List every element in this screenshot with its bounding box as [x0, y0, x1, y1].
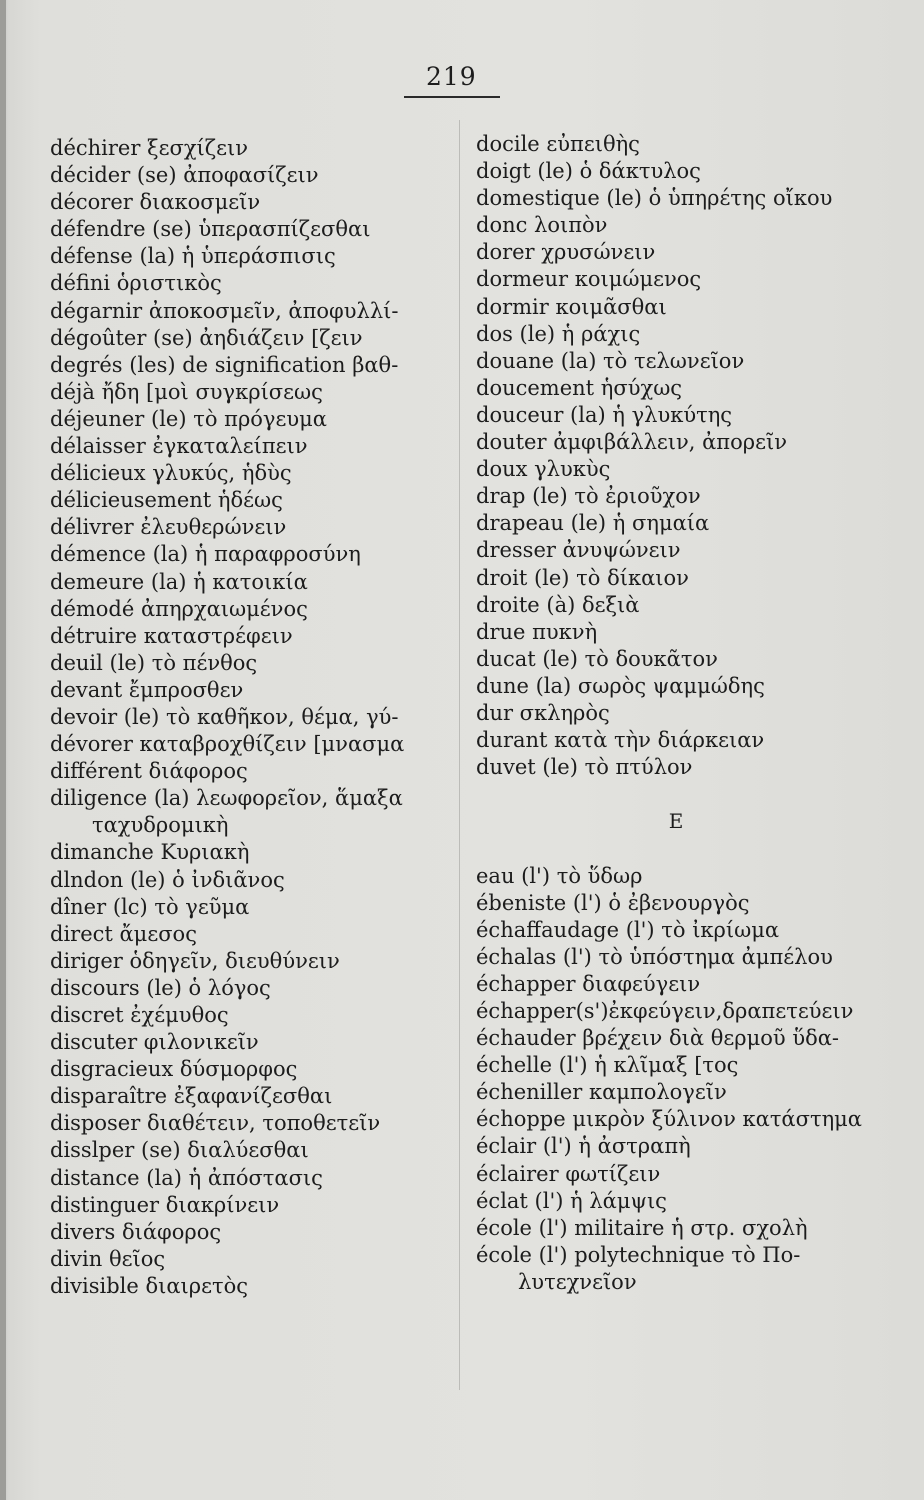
entry: dévorer καταβροχθίζειν [μνασμα: [50, 732, 405, 757]
entry: douane (la) τὸ τελωνεῖον: [476, 348, 745, 373]
entry: deuil (le) τὸ πένθος: [50, 650, 258, 675]
entry: décider (se) ἀποφασίζειν: [50, 163, 319, 188]
entry: divin θεῖος: [50, 1246, 166, 1271]
entry: drue πυκνὴ: [476, 619, 598, 644]
entry: domestique (le) ὁ ὑπηρέτης οἴκου: [476, 186, 833, 211]
entry: dur σκληρὸς: [476, 700, 610, 725]
entry: éclairer φωτίζειν: [476, 1161, 661, 1186]
entry: échalas (l') τὸ ὑπόστημα ἀμπέλου: [476, 944, 833, 969]
entry: dormir κοιμᾶσθαι: [476, 294, 667, 319]
entry: démence (la) ἡ παραφροσύνη: [50, 542, 361, 567]
entry: échelle (l') ἡ κλῖμαξ [τος: [476, 1053, 739, 1078]
entry: distinguer διακρίνειν: [50, 1192, 280, 1217]
page-binding-edge: [0, 0, 6, 1500]
entry: école (l') militaire ἡ στρ. σχολὴ: [476, 1215, 808, 1240]
entry: ébeniste (l') ὁ ἐβενουργὸς: [476, 890, 750, 915]
entry: distance (la) ἡ ἀπόστασις: [50, 1165, 323, 1190]
entry: défendre (se) ὑπερασπίζεσθαι: [50, 217, 371, 242]
entry: dorer χρυσώνειν: [476, 240, 656, 265]
entry: éclat (l') ἡ λάμψις: [476, 1188, 667, 1213]
entry: demeure (la) ἡ κατοικία: [50, 569, 308, 594]
entry-continuation: ταχυδρομικὴ: [92, 813, 229, 838]
entry: dresser ἀνυψώνειν: [476, 538, 681, 563]
entry: échauder βρέχειν διὰ θερμοῦ ὕδα-: [476, 1026, 840, 1051]
entry: dégoûter (se) ἀηδιάζειν [ζειν: [50, 325, 363, 350]
entry: drapeau (le) ἡ σημαία: [476, 511, 710, 536]
entry: délaisser ἐγκαταλείπειν: [50, 434, 308, 459]
entry: décorer διακοσμεῖν: [50, 190, 261, 215]
entry: devoir (le) τὸ καθῆκον, θέμα, γύ-: [50, 704, 399, 729]
entry: eau (l') τὸ ὕδωρ: [476, 863, 643, 888]
entry: déjà ἤδη [μοὶ συγκρίσεως: [50, 379, 323, 404]
entry: échaffaudage (l') τὸ ἰκρίωμα: [476, 917, 780, 942]
entry: dlndon (le) ὁ ἰνδιᾶνος: [50, 867, 285, 892]
entry: doux γλυκὺς: [476, 457, 611, 482]
entry: dune (la) σωρὸς ψαμμώδης: [476, 673, 765, 698]
entry: délicieusement ἡδέως: [50, 488, 283, 513]
entry: discours (le) ὁ λόγος: [50, 975, 271, 1000]
entry: dîner (lc) τὸ γεῦμα: [50, 894, 250, 919]
entry: éclair (l') ἡ ἀστραπὴ: [476, 1134, 691, 1159]
entry: déchirer ξεσχίζειν: [50, 136, 249, 160]
blank-line: [476, 781, 906, 808]
entry: ducat (le) τὸ δουκᾶτον: [476, 646, 718, 671]
page-number: 219: [426, 62, 477, 91]
entry: échapper(s')ἐκφεύγειν,δραπετεύειν: [476, 999, 854, 1023]
entry: drap (le) τὸ ἐριοῦχον: [476, 484, 701, 509]
entry: défini ὁριστικὸς: [50, 271, 222, 296]
column-divider: [459, 120, 460, 1390]
entry: divers διάφορος: [50, 1219, 222, 1244]
entry: différent διάφορος: [50, 759, 248, 784]
left-column: [50, 135, 450, 1300]
entry: droite (à) δεξιὰ: [476, 592, 640, 617]
entry: doucement ἡσύχως: [476, 375, 683, 400]
entry-continuation: λυτεχνεῖον: [518, 1269, 637, 1294]
entry: doigt (le) ὁ δάκτυλος: [476, 159, 701, 184]
entry: détruire καταστρέφειν: [50, 623, 293, 648]
entry: disslper (se) διαλύεσθαι: [50, 1138, 309, 1163]
section-letter-e: E: [668, 809, 684, 834]
entry: douter ἀμφιβάλλειν, ἀπορεῖν: [476, 430, 787, 455]
entry: disposer διαθέτειν, τοποθετεῖν: [50, 1111, 381, 1136]
entry: écheniller καμπολογεῖν: [476, 1080, 727, 1105]
entry: échapper διαφεύγειν: [476, 971, 701, 996]
entry: diligence (la) λεωφορεῖον, ἅμαξα: [50, 786, 403, 811]
entry: dégarnir ἀποκοσμεῖν, ἀποφυλλί-: [50, 298, 399, 323]
blank-line: [476, 835, 906, 862]
entry: degrés (les) de signification βαθ-: [50, 352, 399, 377]
entry: discret ἐχέμυθος: [50, 1003, 229, 1027]
entry: duvet (le) τὸ πτύλον: [476, 755, 693, 780]
entry: droit (le) τὸ δίκαιον: [476, 565, 689, 590]
entry: délicieux γλυκύς, ἡδὺς: [50, 461, 292, 486]
entry: durant κατὰ τὴν διάρκειαν: [476, 728, 765, 753]
right-column: [476, 131, 906, 1296]
entry: disparaître ἐξαφανίζεσθαι: [50, 1084, 333, 1109]
entry: disgracieux δύσμορφος: [50, 1057, 298, 1082]
entry: démodé ἀπηρχαιωμένος: [50, 596, 308, 621]
entry: donc λοιπὸν: [476, 213, 608, 238]
entry: déjeuner (le) τὸ πρόγευμα: [50, 406, 327, 431]
page-number-rule: [404, 96, 500, 98]
entry: divisible διαιρετὸς: [50, 1273, 249, 1298]
entry: délivrer ἐλευθερώνειν: [50, 515, 287, 540]
entry: école (l') polytechnique τὸ Πο-: [476, 1242, 801, 1267]
entry: devant ἔμπροσθεν: [50, 677, 244, 702]
entry: discuter φιλονικεῖν: [50, 1030, 259, 1055]
entry: échoppe μικρὸν ξύλινον κατάστημα: [476, 1107, 862, 1132]
entry: docile εὐπειθὴς: [476, 132, 640, 156]
entry: dormeur κοιμώμενος: [476, 267, 702, 292]
entry: direct ἄμεσος: [50, 921, 197, 946]
entry: dimanche Κυριακὴ: [50, 840, 250, 865]
entry: dos (le) ἡ ράχις: [476, 321, 641, 346]
entry: défense (la) ἡ ὑπεράσπισις: [50, 244, 336, 269]
entry: diriger ὁδηγεῖν, διευθύνειν: [50, 948, 340, 973]
entry: douceur (la) ἡ γλυκύτης: [476, 402, 733, 427]
